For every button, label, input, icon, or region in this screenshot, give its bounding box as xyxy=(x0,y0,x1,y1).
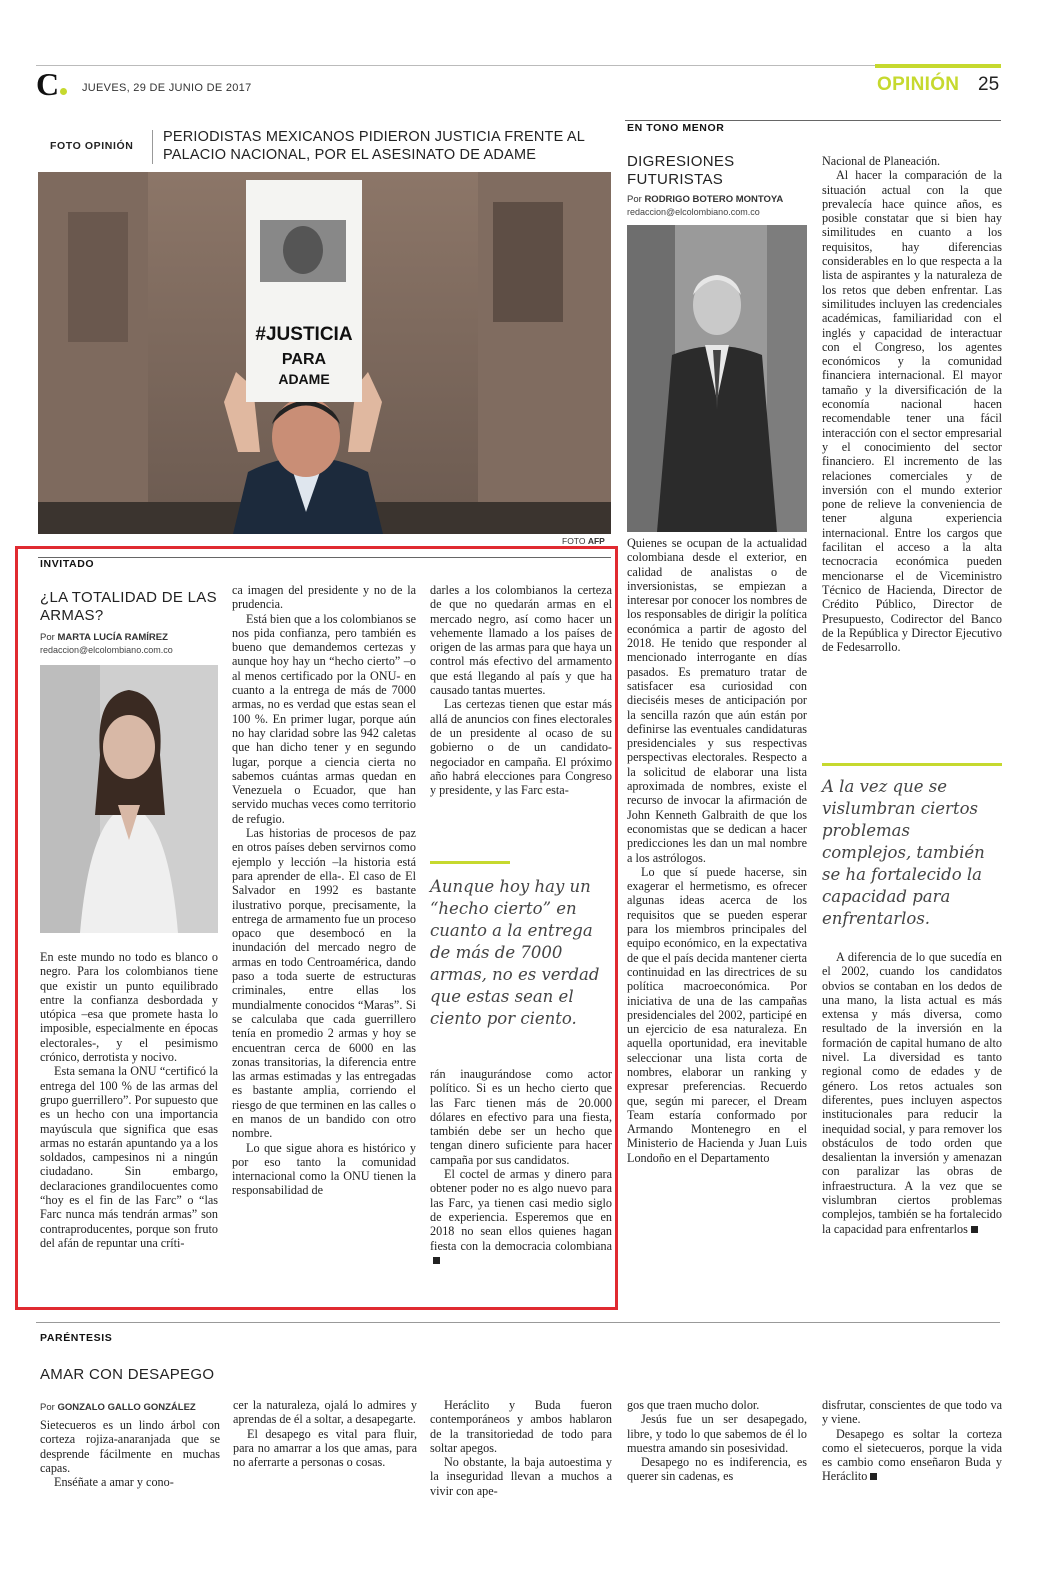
foto-divider xyxy=(152,130,153,164)
by-label: Por xyxy=(40,632,55,643)
author-portrait-illustration xyxy=(40,665,218,933)
foto-opinion-label: FOTO OPINIÓN xyxy=(50,140,134,152)
by-label: Por xyxy=(40,1402,55,1413)
invitado-column-1 xyxy=(40,950,218,1300)
page-number: 25 xyxy=(978,74,1000,95)
paragraph: ca imagen del presidente y no de la prudencia. xyxy=(232,583,416,612)
tono-title: DIGRESIONES FUTURISTAS xyxy=(627,153,735,188)
paragraph: Enséñate a amar y cono- xyxy=(54,1475,174,1490)
invitado-column-2 xyxy=(232,583,416,1301)
paragraph: No obstante, la baja autoestima y la inseguridad llevan a muchos a vivir con ape- xyxy=(430,1455,612,1498)
closing-sentence: El coctel de armas y dinero para obtener poder no es algo nuevo para las Farc, ya tienen casi medio siglo de experiencia. Esperemos que en 2018 no sean ellos quienes hagan fiesta con la democracia colombiana xyxy=(430,1167,612,1253)
paragraph: Heráclito y Buda fueron contemporáneos y ambos hablaron de la transitoriedad de todo para soltar apegos. xyxy=(430,1398,612,1455)
paragraph: rán inaugurándose como actor político. Si es un hecho cierto que las Farc tienen más de 20.000 dólares en efectivo para una fiesta, también debe ser un hecho que tengan dinero suficiente para hacer campaña por sus candidatos. xyxy=(430,1067,612,1167)
paragraph: El desapego es vital para fluir, para no amarrar a los que amas, para no aferrarte a personas o cosas. xyxy=(233,1426,417,1470)
paragraph: Está bien que a los colombianos se nos pida confianza, pero también es bueno que demandemos certezas y aunque hoy hay un “hecho cierto” –o al menos certificado por la ONU- en cuanto a la entrega de más de 7000 armas, no es verdad que estas sean el 100 %. En primer lugar, porque aún no hay claridad sobre las 942 caletas que han dicho tener y en segundo lugar, porque a ciencia cierta no sabemos cuántas armas quedan en Venezuela o Ecuador, que han servido muchas veces como territorio de refugio. xyxy=(232,611,416,826)
parentesis-column-4 xyxy=(627,1398,807,1518)
paragraph xyxy=(822,1427,1002,1484)
paragraph: Desapego no es indiferencia, es querer sin cadenas, es xyxy=(627,1455,807,1484)
end-mark-icon xyxy=(433,1257,440,1264)
tono-author: RODRIGO BOTERO MONTOYA xyxy=(644,194,784,205)
paragraph: cer la naturaleza, ojalá lo admires y aprendas de él a soltar, a desapegarte. xyxy=(233,1398,417,1427)
sign-line-3: ADAME xyxy=(278,371,330,387)
logo-dot-icon xyxy=(60,88,67,95)
foto-headline: PERIODISTAS MEXICANOS PIDIERON JUSTICIA FRENTE AL PALACIO NACIONAL, POR EL ASESINATO DE ADAME xyxy=(163,129,585,163)
paragraph: Lo que sí puede hacerse, sin exagerar el hermetismo, es ofrecer algunas ideas acerca de los requisitos que se pueden esperar para los miembros principales del equipo económico, en la expectativa de que el país decida mantener cierta continuidad en las directrices de su política macroeconómica. Por iniciativa de una de las campañas presidenciales del 2002, participé en un ejercicio de esa naturaleza. En aquella oportunidad, era inevitable seleccionar una lista corta de nombres, elaborar un ranking y expresar preferencias. Recuerdo que, según mi parecer, el Dream Team estaría conformado por Armando Montenegro en el Ministerio de Hacienda y Juan Luis Londoño en el Departamento xyxy=(627,864,807,1165)
header-rule xyxy=(36,65,1000,66)
tono-column-a xyxy=(627,536,807,1302)
photo-credit-prefix: FOTO xyxy=(562,536,586,546)
paragraph: gos que traen mucho dolor. xyxy=(627,1398,760,1412)
protest-photo xyxy=(38,172,611,534)
paragraph: Quienes se ocupan de la actualidad colombiana desde el exterior, en calidad de analistas o de inversionistas, se empiezan a interesar por conocer los nombres de los responsables de dirigir la política económica a partir de agosto del 2018. He tenido que responder al mencionado interrogante en días pasados. Es prematuro tratar de satisfacer esa curiosidad con dieciséis meses de anticipación por la sencilla razón que aún están por definirse las eventuales candidaturas presidenciales y sus respectivas perspectivas electorales. Respecto a la solicitud de elaborar una lista aproximada de nombres, existe el recurso de invocar la afirmación de John Kenneth Galbraith de que los economistas que se dedican a hacer predicciones les dan un mal nombre a los astrólogos. xyxy=(627,536,807,865)
paragraph: Jesús fue un ser desapegado, libre, y todo lo que sabemos de él lo muestra amando sin posesividad. xyxy=(627,1412,807,1455)
paragraph xyxy=(430,1167,612,1267)
invitado-pull-quote: Aunque hoy hay un “hecho cierto” en cuanto a la entrega de más de 7000 armas, no es verdad que estas sean el ciento por ciento. xyxy=(430,877,600,1028)
tono-column-b-top xyxy=(822,154,1002,744)
paragraph: Sietecueros es un lindo árbol con corteza rojiza-anaranjada que se desprende fácilmente en muchas capas. xyxy=(40,1418,220,1475)
by-label: Por xyxy=(627,194,642,205)
invitado-kicker: INVITADO xyxy=(40,558,95,570)
tono-email: redaccion@elcolombiano.com.co xyxy=(627,207,760,217)
tono-byline xyxy=(627,194,783,205)
paragraph: Lo que sigue ahora es histórico y por eso tanto la comunidad internacional como la ONU tienen la responsabilidad de xyxy=(232,1140,416,1198)
paragraph: Las historias de procesos de paz en otros países deben servirnos como ejemplo y lección –la historia está para aprender de ella-. El caso de El Salvador en 1992 es bastante ilustrativo porque, precisamente, la entrega de armamento fue un proceso opaco que desembocó en la inundación del mercado negro de armas en todo Centroamérica, dando paso a toda suerte de estructuras criminales, entre ellas los mundialmente conocidos “Maras”. Si se calculaba que cada guerrillero tenía en promedio 2 armas y hoy se encuentran cerca de 6000 en las zonas transitorias, la diferencia entre las armas estimadas y las entregadas es bastante amplia, corriendo el riesgo de que terminen en las calles o en manos de un bandido con otro nombre. xyxy=(232,826,416,1141)
protest-photo-illustration xyxy=(38,172,611,534)
paragraph: Al hacer la comparación de la situación actual con la que prevalecía hace quince años, es posible constatar que si bien hay similitudes en cuanto a los requisitos, hay diferencias considerables en lo que respecta a la lista de aspirantes y la naturaleza de los retos que deben enfrentar. Las similitudes incluyen las credenciales académicas, familiaridad con el inglés y capacidad de interactuar con el Congreso, los agentes económicos y la comunidad financiera internacional. El mayor tamaño y la diversificación de la economía nacional hacen recomendable tener una fácil interacción con el sector empresarial y el conocimiento del sector financiero. El incremento de las relaciones comerciales y de inversión con el mundo exterior pone de relieve la conveniencia de tener alguna experiencia internacional. Entre los cargos que facilitan el acceso a la alta tecnocracia económica pueden mencionarse el de Viceministro Técnico de Hacienda, Director de Crédito Público, Director de Presupuesto, Codirector del Banco de la República y Director Ejecutivo de Fedesarrollo. xyxy=(822,168,1002,655)
parentesis-column-2 xyxy=(233,1398,417,1518)
pull-quote-accent xyxy=(430,861,510,864)
sign-line-1: #JUSTICIA xyxy=(255,324,353,345)
pull-quote-accent xyxy=(822,763,1002,766)
end-mark-icon xyxy=(971,1226,978,1233)
paragraph: Esta semana la ONU “certificó la entrega del 100 % de las armas del grupo guerrillero”. Por supuesto que es un hecho con una importancia mayúscula que significa que esas armas no estarán apuntando ya a los soldados, campesinos ni a ningún ciudadano. Sin embargo, declaraciones grandilocuentes como “hoy es el fin de las Farc” o “las Farc nunca más tendrán armas” son contraproducentes, porque son fruto del afán de repuntar una críti- xyxy=(40,1064,218,1250)
parentesis-byline xyxy=(40,1402,196,1413)
parentesis-column-3 xyxy=(430,1398,612,1518)
invitado-author: MARTA LUCÍA RAMÍREZ xyxy=(57,632,168,643)
invitado-kicker-rule xyxy=(38,557,611,558)
invitado-author-portrait xyxy=(40,665,218,933)
end-mark-icon xyxy=(870,1473,877,1480)
paragraph xyxy=(822,950,1002,1236)
tono-kicker: EN TONO MENOR xyxy=(627,122,725,134)
paragraph: disfrutar, conscientes de que todo va y viene. xyxy=(822,1398,1002,1427)
parentesis-kicker: PARÉNTESIS xyxy=(40,1332,113,1344)
newspaper-logo: C xyxy=(36,66,60,102)
photo-credit-agency: AFP xyxy=(587,536,605,546)
tono-column-b-bottom xyxy=(822,950,1002,1302)
parentesis-author: GONZALO GALLO GONZÁLEZ xyxy=(57,1402,196,1413)
tono-kicker-rule xyxy=(625,120,1001,121)
paragraph: En este mundo no todo es blanco o negro. Para los colombianos tiene que existir un punto equilibrado entre la confianza desbordada y utópica –esa que promete hasta lo imposible, especialmente en épocas electorales-, y el pesimismo crónico, derrotista y nocivo. xyxy=(40,950,218,1065)
invitado-byline xyxy=(40,632,168,643)
invitado-title: ¿LA TOTALIDAD DE LAS ARMAS? xyxy=(40,589,217,624)
parentesis-column-5 xyxy=(822,1398,1002,1518)
sign-line-2: PARA xyxy=(281,351,327,368)
parentesis-rule xyxy=(36,1322,1000,1323)
invitado-email: redaccion@elcolombiano.com.co xyxy=(40,645,173,655)
author-portrait-illustration xyxy=(627,225,807,532)
invitado-column-3-top xyxy=(430,583,612,843)
issue-date: JUEVES, 29 DE JUNIO DE 2017 xyxy=(82,82,252,94)
invitado-column-3-bottom xyxy=(430,1067,612,1301)
parentesis-column-1 xyxy=(40,1418,220,1518)
section-name: OPINIÓN xyxy=(877,74,960,95)
photo-credit xyxy=(562,536,605,546)
tono-pull-quote: A la vez que se vislumbran ciertos problemas complejos, también se ha fortalecido la capacidad para enfrentarlos. xyxy=(822,777,985,928)
parentesis-title: AMAR CON DESAPEGO xyxy=(40,1366,215,1383)
section-accent-bar xyxy=(875,64,1001,68)
paragraph: Nacional de Planeación. xyxy=(822,154,941,168)
closing-paragraph: A diferencia de lo que sucedía en el 2002, cuando los candidatos obvios se contaban en los dedos de una mano, la lista actual es más extensa y más diversa, como resultado de la inversión en la formación de capital humano de alto nivel. La diversidad es tanto regional como de edades y de género. Los retos actuales son diferentes, pues incluyen aspectos institucionales para reducir la inequidad social, y para remover los obstáculos de todo orden que desalientan la inversión y amenazan con paralizar las obras de infraestructura. A la vez que se vislumbran ciertos problemas complejos, también se ha fortalecido la capacidad para enfrentarlos xyxy=(822,950,1002,1236)
paragraph: darles a los colombianos la certeza de que no quedarán armas en el mercado negro, así como hacer un vehemente llamado a los países de origen de las armas para que haya un control más efectivo del armamento que está llegando al país y que ha causado tantas muertes. xyxy=(430,583,612,698)
tono-author-portrait xyxy=(627,225,807,532)
paragraph: Las certezas tienen que estar más allá de anuncios con fines electorales de un presidente al ocaso de su gobierno o de un candidato-negociador en campaña. El próximo año habrá elecciones para Congreso y presidente, y las Farc esta- xyxy=(430,697,612,798)
closing-sentence: Desapego es soltar la corteza como el sietecueros, porque la vida es cambio como enseñaron Buda y Heráclito xyxy=(822,1426,1002,1484)
